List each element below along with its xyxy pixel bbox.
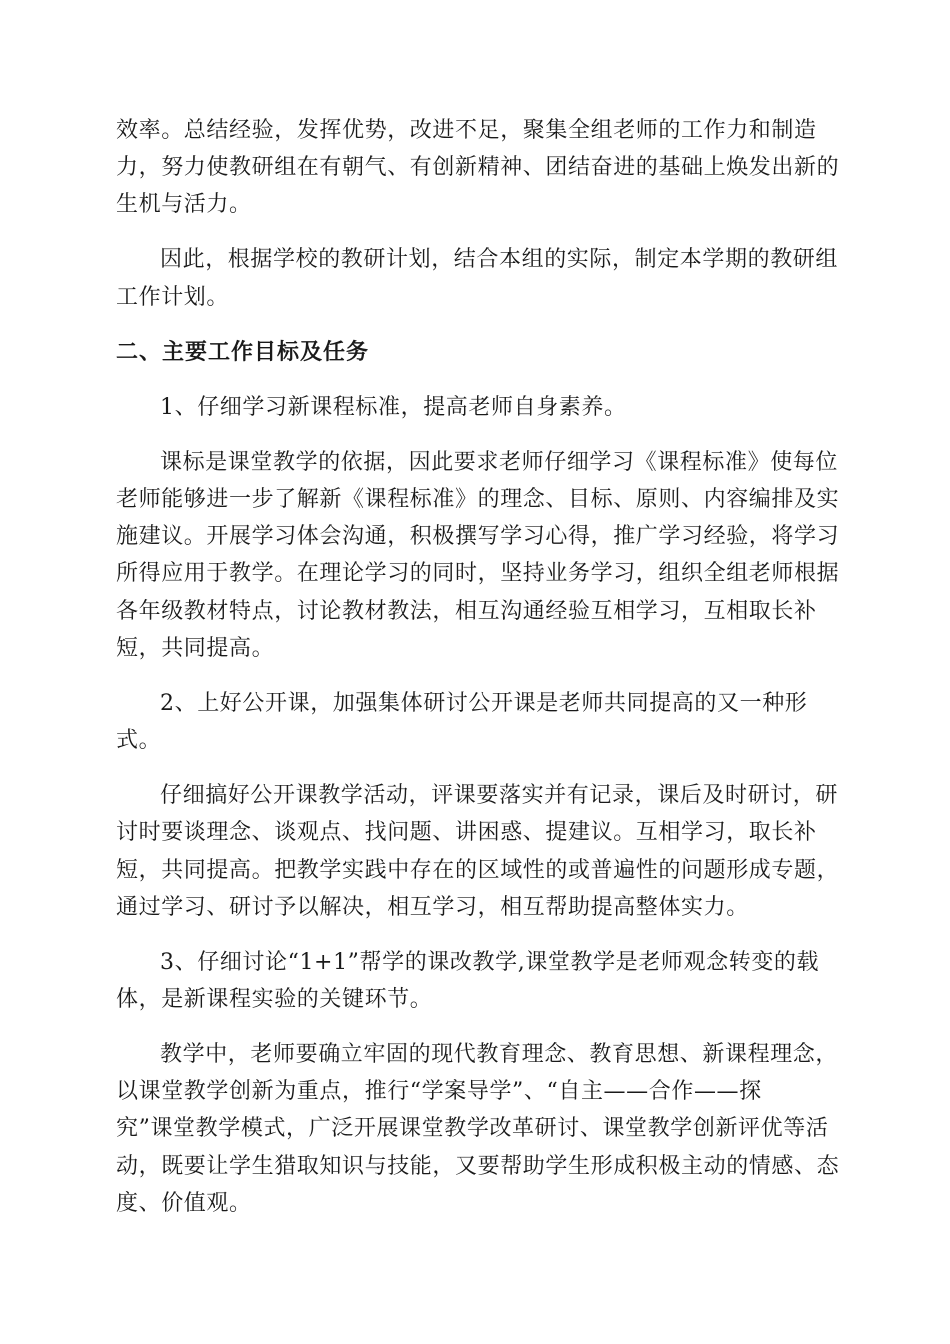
- paragraph-line: 力，努力使教研组在有朝气、有创新精神、团结奋进的基础上焕发出新的: [116, 155, 840, 180]
- paragraph-line: 度、价值观。: [116, 1191, 252, 1216]
- paragraph-line: 以课堂教学创新为重点，推行“学案导学”、“自主——合作——探: [116, 1079, 762, 1104]
- paragraph-line: 短，共同提高。把教学实践中存在的区域性的或普遍性的问题形成专题，: [116, 858, 840, 883]
- paragraph-line: 究”课堂教学模式，广泛开展课堂教学改革研讨、课堂教学创新评优等活: [116, 1116, 829, 1141]
- paragraph-line: 讨时要谈理念、谈观点、找问题、讲困惑、提建议。互相学习，取长补: [116, 820, 817, 845]
- paragraph-line: 短，共同提高。: [116, 636, 275, 661]
- item-title: 2、上好公开课，加强集体研讨公开课是老师共同提高的又一种形: [160, 691, 808, 716]
- item-title: 式。: [116, 728, 162, 753]
- section-heading: 二、主要工作目标及任务: [116, 340, 370, 365]
- paragraph-line: 老师能够进一步了解新《课程标准》的理念、目标、原则、内容编排及实: [116, 487, 840, 512]
- paragraph-line: 课标是课堂教学的依据，因此要求老师仔细学习《课程标准》使每位: [160, 450, 839, 475]
- paragraph-line: 所得应用于教学。在理论学习的同时，坚持业务学习，组织全组老师根据: [116, 561, 840, 586]
- paragraph-line: 工作计划。: [116, 285, 230, 310]
- paragraph-line: 施建议。开展学习体会沟通，积极撰写学习心得，推广学习经验，将学习: [116, 524, 840, 549]
- paragraph-line: 通过学习、研讨予以解决，相互学习，相互帮助提高整体实力。: [116, 895, 749, 920]
- paragraph-line: 仔细搞好公开课教学活动，评课要落实并有记录，课后及时研讨，研: [160, 783, 839, 808]
- item-title: 3、仔细讨论“1+1”帮学的课改教学,课堂教学是老师观念转变的载: [160, 950, 820, 975]
- paragraph-line: 教学中，老师要确立牢固的现代教育理念、教育思想、新课程理念，: [160, 1042, 839, 1067]
- paragraph-line: 因此，根据学校的教研计划，结合本组的实际，制定本学期的教研组: [160, 247, 839, 272]
- item-title: 1、仔细学习新课程标准，提高老师自身素养。: [160, 395, 627, 420]
- paragraph-line: 动，既要让学生猎取知识与技能，又要帮助学生形成积极主动的情感、态: [116, 1154, 840, 1179]
- paragraph-line: 生机与活力。: [116, 192, 252, 217]
- item-title: 体，是新课程实验的关键环节。: [116, 987, 433, 1012]
- paragraph-line: 效率。总结经验，发挥优势，改进不足，聚集全组老师的工作力和制造: [116, 118, 817, 143]
- paragraph-line: 各年级教材特点，讨论教材教法，相互沟通经验互相学习，互相取长补: [116, 599, 817, 624]
